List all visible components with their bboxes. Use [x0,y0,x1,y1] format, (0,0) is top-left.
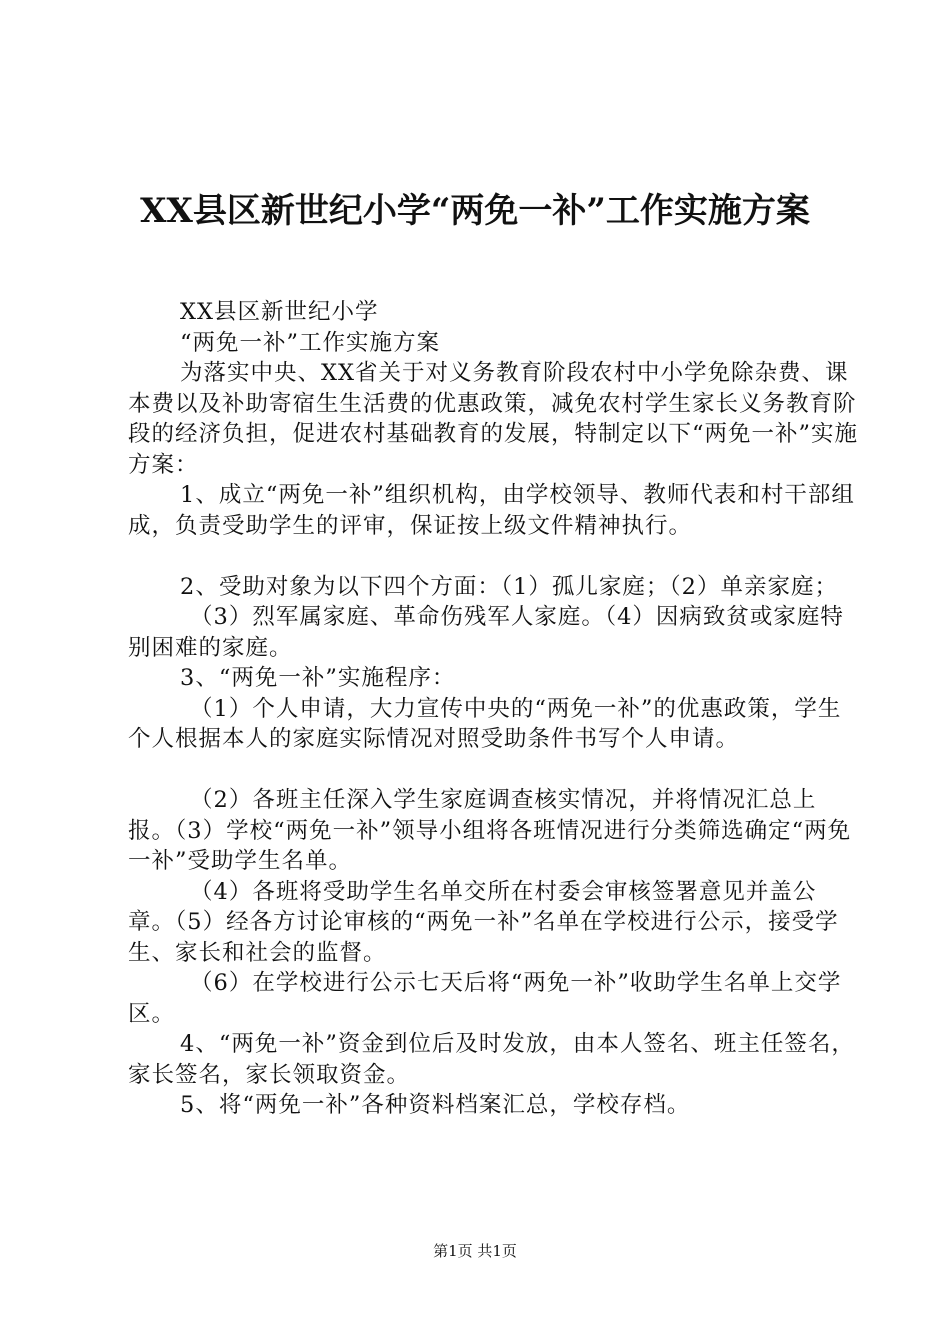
paragraph-step-2-3: （2）各班主任深入学生家庭调查核实情况，并将情况汇总上报。（3）学校“两免一补”领导小组将各班情况进行分类筛选确定“两免一补”受助学生名单。 [128,787,852,874]
paragraph-school-name: XX县区新世纪小学 [180,299,379,325]
paragraph-plan-subtitle: “两免一补”工作实施方案 [180,329,441,356]
paragraph-intro: 为落实中央、XX省关于对义务教育阶段农村中小学免除杂费、课本费以及补助寄宿生生活费的优惠政策，减免农村学生家长义务教育阶段的经济负担，促进农村基础教育的发展，特制定以下“两免一补”实施方案： [128,360,859,478]
paragraph-item-2-continued: （3）烈军属家庭、革命伤残军人家庭。（4）因病致贫或家庭特别困难的家庭。 [128,604,844,661]
paragraph-step-6: （6）在学校进行公示七天后将“两免一补”收助学生名单上交学区。 [128,970,842,1027]
document-body [128,297,858,1121]
paragraph-spacer [128,541,858,572]
document-title: XX县区新世纪小学“两免一补”工作实施方案 [140,191,810,231]
paragraph-step-1: （1）个人申请，大力宣传中央的“两免一补”的优惠政策，学生个人根据本人的家庭实际情况对照受助条件书写个人申请。 [128,695,842,752]
paragraph-item-4: 4、“两免一补”资金到位后及时发放，由本人签名、班主任签名，家长签名，家长领取资金。 [128,1031,855,1088]
page-footer: 第1页 共1页 [433,1242,517,1260]
paragraph-item-2: 2、受助对象为以下四个方面：（1）孤儿家庭；（2）单亲家庭； [180,573,838,600]
paragraph-item-1: 1、成立“两免一补”组织机构，由学校领导、教师代表和村干部组成，负责受助学生的评审，保证按上级文件精神执行。 [128,482,855,539]
paragraph-step-4-5: （4）各班将受助学生名单交所在村委会审核签署意见并盖公章。（5）经各方讨论审核的“两免一补”名单在学校进行公示，接受学生、家长和社会的监督。 [128,878,839,966]
paragraph-item-5: 5、将“两免一补”各种资料档案汇总，学校存档。 [180,1092,691,1118]
paragraph-spacer [128,755,858,786]
paragraph-item-3: 3、“两免一补”实施程序： [180,665,456,691]
